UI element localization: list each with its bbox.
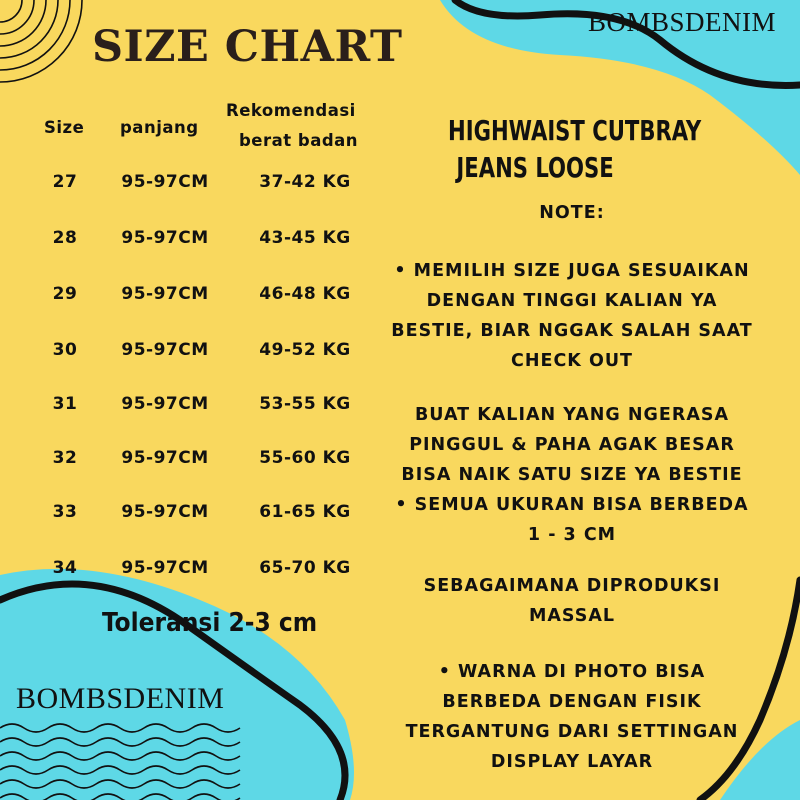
length-cell: 95-97CM bbox=[121, 394, 209, 414]
header-length: panjang bbox=[120, 118, 199, 137]
note-line: BUAT KALIAN YANG NGERASA bbox=[414, 405, 730, 425]
header-size: Size bbox=[44, 118, 85, 137]
length-cell: 95-97CM bbox=[121, 502, 209, 522]
note-line: BERBEDA DENGAN FISIK bbox=[442, 692, 702, 712]
note-paragraph bbox=[362, 657, 782, 777]
length-cell: 95-97CM bbox=[121, 228, 209, 248]
size-cell: 27 bbox=[52, 172, 78, 192]
size-cell: 34 bbox=[52, 558, 78, 578]
header-weight-line1: Rekomendasi bbox=[226, 101, 356, 120]
concentric-arcs bbox=[0, 0, 82, 82]
note-line: MASSAL bbox=[528, 606, 616, 626]
note-line: BISA NAIK SATU SIZE YA BESTIE bbox=[401, 465, 743, 485]
weight-cell: 65-70 KG bbox=[259, 558, 351, 578]
size-cell: 29 bbox=[52, 284, 78, 304]
note-line: • SEMUA UKURAN BISA BERBEDA bbox=[395, 495, 749, 515]
product-name-line2: JEANS LOOSE bbox=[456, 151, 614, 184]
weight-cell: 53-55 KG bbox=[259, 394, 351, 414]
note-line: BESTIE, BIAR NGGAK SALAH SAAT bbox=[391, 321, 753, 341]
weight-cell: 46-48 KG bbox=[259, 284, 351, 304]
length-cell: 95-97CM bbox=[121, 448, 209, 468]
note-paragraph bbox=[362, 400, 782, 550]
tolerance-note: Toleransi 2-3 cm bbox=[102, 608, 318, 638]
page-title: SIZE CHART bbox=[92, 22, 403, 72]
size-cell: 30 bbox=[52, 340, 78, 360]
length-cell: 95-97CM bbox=[121, 558, 209, 578]
note-line: CHECK OUT bbox=[511, 351, 633, 371]
size-cell: 32 bbox=[52, 448, 78, 468]
length-cell: 95-97CM bbox=[121, 284, 209, 304]
note-line: PINGGUL & PAHA AGAK BESAR bbox=[409, 435, 735, 455]
note-line: • MEMILIH SIZE JUGA SESUAIKAN bbox=[394, 261, 750, 281]
header-weight-line2: berat badan bbox=[239, 131, 359, 150]
weight-cell: 55-60 KG bbox=[259, 448, 351, 468]
brand-logo-top: BOMBSDENIM bbox=[588, 7, 777, 37]
note-paragraph bbox=[362, 571, 782, 631]
note-title-text: NOTE: bbox=[539, 203, 605, 223]
note-line: • WARNA DI PHOTO BISA bbox=[438, 662, 706, 682]
size-cell: 28 bbox=[52, 228, 78, 248]
size-cell: 31 bbox=[52, 394, 78, 414]
note-line: DENGAN TINGGI KALIAN YA bbox=[426, 291, 718, 311]
note-line: DISPLAY LAYAR bbox=[490, 752, 654, 772]
note-paragraph bbox=[362, 256, 782, 376]
product-name bbox=[448, 112, 701, 186]
product-name-line1: HIGHWAIST CUTBRAY bbox=[448, 114, 702, 147]
note-line: 1 - 3 CM bbox=[527, 525, 617, 545]
weight-cell: 37-42 KG bbox=[259, 172, 351, 192]
note-line: SEBAGAIMANA DIPRODUKSI bbox=[423, 576, 721, 596]
note-title bbox=[362, 198, 782, 228]
length-cell: 95-97CM bbox=[121, 340, 209, 360]
note-line: TERGANTUNG DARI SETTINGAN bbox=[405, 722, 739, 742]
length-cell: 95-97CM bbox=[121, 172, 209, 192]
weight-cell: 43-45 KG bbox=[259, 228, 351, 248]
brand-logo-bottom: BOMBSDENIM bbox=[16, 682, 225, 715]
size-cell: 33 bbox=[52, 502, 78, 522]
weight-cell: 49-52 KG bbox=[259, 340, 351, 360]
weight-cell: 61-65 KG bbox=[259, 502, 351, 522]
